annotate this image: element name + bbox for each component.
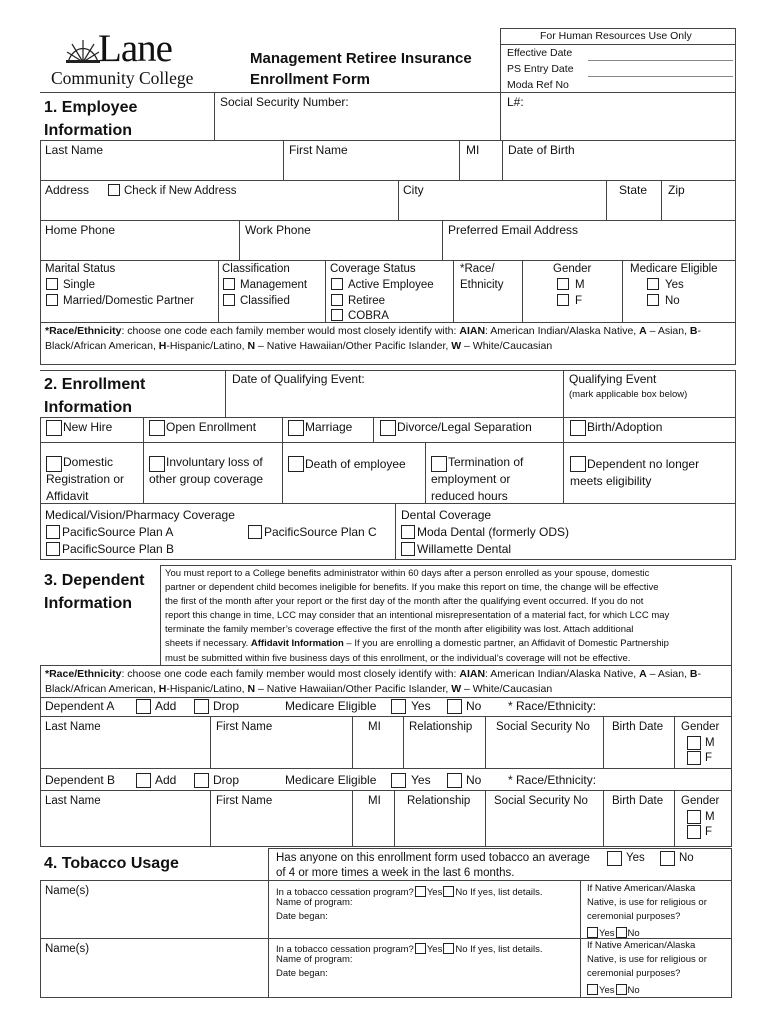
dep-b-birth-date-label: Birth Date — [612, 795, 664, 807]
date-began-label-1: Date began: — [276, 911, 328, 922]
qualifying-date-label: Date of Qualifying Event: — [232, 372, 365, 386]
section3-title-line1: 3. Dependent — [44, 572, 145, 589]
plan-a-checkbox[interactable] — [46, 525, 60, 539]
dependent-b-medicare-no-checkbox[interactable] — [447, 773, 462, 788]
dep-a-gender-f-checkbox[interactable] — [687, 751, 701, 765]
address-label: Address — [45, 183, 90, 197]
dependent-no-longer-line2: meets eligibility — [570, 474, 652, 488]
program-name-label-1: Name of program: — [276, 897, 353, 908]
tobacco-yes-label: Yes — [626, 852, 645, 864]
open-enrollment-label: Open Enrollment — [166, 420, 257, 434]
dependent-a-race-label: * Race/Ethnicity: — [508, 699, 597, 713]
dependent-b-drop-label: Drop — [213, 773, 240, 787]
dep-a-ssn-label: Social Security No — [496, 721, 590, 733]
tobacco-names-label-1: Name(s) — [45, 885, 90, 897]
dependent-b-label: Dependent B — [45, 773, 116, 787]
medicare-yes-label: Yes — [665, 279, 684, 291]
dep-b-gender-f-checkbox[interactable] — [687, 825, 701, 839]
death-of-employee-checkbox[interactable] — [288, 456, 304, 472]
gender-m-label: M — [575, 279, 585, 291]
plan-c-checkbox[interactable] — [248, 525, 262, 539]
dependent-a-medicare-no-checkbox[interactable] — [447, 699, 462, 714]
race-label-line1: *Race/ — [460, 263, 495, 275]
dep-b-ssn-label: Social Security No — [494, 795, 588, 807]
gender-label: Gender — [553, 263, 592, 275]
form-title-line2: Enrollment Form — [250, 71, 371, 88]
new-address-checkbox[interactable] — [108, 184, 120, 196]
dependent-a-add-label: Add — [155, 699, 177, 713]
single-label: Single — [63, 279, 95, 291]
cessation-no-checkbox-2[interactable] — [443, 943, 454, 954]
logo-name: Lane — [98, 27, 172, 70]
plan-a-label: PacificSource Plan A — [62, 525, 174, 539]
hr-box-title: For Human Resources Use Only — [540, 30, 692, 42]
termination-checkbox[interactable] — [431, 456, 447, 472]
ps-entry-date-label: PS Entry Date — [507, 63, 574, 75]
single-checkbox[interactable] — [46, 278, 58, 290]
domestic-label-line2: Registration or — [46, 472, 125, 486]
race-note-line1: *Race/Ethnicity: choose one code each family member would most closely identify with: AIAN: American Indian/Alaska Native, A – Asian, B- — [45, 325, 702, 337]
section1-title-line2: Information — [44, 122, 132, 139]
cobra-checkbox[interactable] — [331, 309, 343, 321]
retiree-label: Retiree — [348, 295, 386, 307]
cessation-yes-checkbox-2[interactable] — [415, 943, 426, 954]
involuntary-label-line1: Involuntary loss of — [166, 455, 263, 469]
section3-title-line2: Information — [44, 595, 132, 612]
open-enrollment-checkbox[interactable] — [149, 420, 165, 436]
native-question-1-line3: ceremonial purposes? — [587, 911, 681, 922]
marriage-checkbox[interactable] — [288, 420, 304, 436]
dependent-b-add-checkbox[interactable] — [136, 773, 151, 788]
dependent-a-medicare-yes-checkbox[interactable] — [391, 699, 406, 714]
tobacco-no-checkbox[interactable] — [660, 851, 675, 866]
willamette-dental-label: Willamette Dental — [417, 542, 512, 556]
coverage-status-label: Coverage Status — [330, 263, 416, 275]
section1-title-line1: 1. Employee — [44, 99, 138, 116]
plan-b-label: PacificSource Plan B — [62, 542, 175, 556]
birth-adoption-label: Birth/Adoption — [587, 420, 663, 434]
dependent-a-drop-label: Drop — [213, 699, 240, 713]
tobacco-yes-checkbox[interactable] — [607, 851, 622, 866]
birth-adoption-checkbox[interactable] — [570, 420, 586, 436]
race-note-line2: Black/African American, H-Hispanic/Latino, N – Native Hawaiian/Other Pacific Islander, W – White/Caucasian — [45, 340, 553, 352]
form-title-line1: Management Retiree Insurance — [250, 50, 472, 67]
last-name-label: Last Name — [45, 143, 104, 157]
tobacco-question-line1: Has anyone on this enrollment form used tobacco an average — [276, 852, 590, 864]
dep-b-mi-label: MI — [368, 795, 381, 807]
dep-a-gender-f-label: F — [705, 752, 713, 764]
mi-label: MI — [466, 143, 480, 157]
dependent-no-longer-eligible-checkbox[interactable] — [570, 456, 586, 472]
medical-coverage-label: Medical/Vision/Pharmacy Coverage — [45, 508, 235, 522]
classified-label: Classified — [240, 295, 290, 307]
state-label: State — [619, 183, 648, 197]
cessation-yes-checkbox-1[interactable] — [415, 886, 426, 897]
dob-label: Date of Birth — [508, 143, 575, 157]
section4-title: 4. Tobacco Usage — [44, 855, 179, 872]
dental-coverage-label: Dental Coverage — [401, 508, 492, 522]
moda-dental-checkbox[interactable] — [401, 525, 415, 539]
qualifying-event-label: Qualifying Event — [569, 372, 657, 386]
zip-label: Zip — [668, 183, 685, 197]
dependent-b-race-label: * Race/Ethnicity: — [508, 773, 597, 787]
dep-a-relationship-label: Relationship — [409, 721, 473, 733]
death-of-employee-label: Death of employee — [305, 457, 406, 471]
marriage-label: Marriage — [305, 420, 353, 434]
dependent-b-drop-checkbox[interactable] — [194, 773, 209, 788]
ssn-label: Social Security Number: — [220, 95, 349, 109]
married-checkbox[interactable] — [46, 294, 58, 306]
dependent-a-medicare-label: Medicare Eligible — [285, 699, 377, 713]
email-label: Preferred Email Address — [448, 223, 579, 237]
dependent-a-drop-checkbox[interactable] — [194, 699, 209, 714]
moda-dental-label: Moda Dental (formerly ODS) — [417, 525, 570, 539]
new-address-label: Check if New Address — [124, 185, 237, 197]
race-label-line2: Ethnicity — [460, 279, 504, 291]
program-name-label-2: Name of program: — [276, 954, 353, 965]
dependent-b-medicare-label: Medicare Eligible — [285, 773, 377, 787]
dependent-notice-text: You must report to a College benefits administrator within 60 days after a person enrolled as your spouse, domestic partner or dependent child becomes ineligible for benefits. If you make this report on time, the change will be effective the first of the month after your report or the first day of the month after the qualifying event occurred. If you do not report this change in time, LCC may consider that an intentional misrepresentation of a material fact, for which LCC may terminate the family member’s coverage effective the first of the month after eligibility was lost. Attach additional sheets if necessary. Affidavit Information – If you are enrolling a domestic partner, an Affidavit of Domestic Partnership must be submitted within five business days of this enrollment, or the individual’s coverage will not be effective. — [165, 568, 670, 664]
native-question-2-line2: Native, is use for religious or — [587, 954, 707, 965]
native-answer-2: Yes No — [587, 982, 640, 997]
divorce-checkbox[interactable] — [380, 420, 396, 436]
cobra-label: COBRA — [348, 310, 389, 322]
native-question-1-line1: If Native American/Alaska — [587, 883, 696, 894]
dep-b-gender-f-label: F — [705, 826, 713, 838]
medicare-yes-checkbox[interactable] — [647, 278, 659, 290]
native-yes-checkbox-2[interactable] — [587, 984, 598, 995]
dep-b-gender-label: Gender — [681, 795, 720, 807]
involuntary-label-line2: other group coverage — [149, 472, 264, 486]
gender-f-label: F — [575, 295, 583, 307]
first-name-label: First Name — [289, 143, 348, 157]
dep-a-last-name-label: Last Name — [45, 721, 101, 733]
cessation-question-1: In a tobacco cessation program? Yes No If yes, list details. — [276, 887, 543, 898]
dep-a-gender-m-checkbox[interactable] — [687, 736, 701, 750]
city-label: City — [403, 183, 424, 197]
home-phone-label: Home Phone — [45, 223, 116, 237]
new-hire-label: New Hire — [63, 420, 113, 434]
race-note-dep-line1: *Race/Ethnicity: choose one code each family member would most closely identify with: AIAN: American Indian/Alaska Native, A – Asian, B- — [45, 668, 702, 680]
dependent-no-longer-line1: Dependent no longer — [587, 457, 700, 471]
dep-b-last-name-label: Last Name — [45, 795, 101, 807]
active-employee-label: Active Employee — [348, 279, 434, 291]
domestic-label-line1: Domestic — [63, 455, 114, 469]
tobacco-no-label: No — [679, 852, 694, 864]
race-note-dep-line2: Black/African American, H-Hispanic/Latino, N – Native Hawaiian/Other Pacific Islander, W – White/Caucasian — [45, 683, 553, 695]
dep-b-first-name-label: First Name — [216, 795, 273, 807]
medicare-no-label: No — [665, 295, 680, 307]
dependent-b-add-label: Add — [155, 773, 177, 787]
willamette-dental-checkbox[interactable] — [401, 542, 415, 556]
medicare-no-checkbox[interactable] — [647, 294, 659, 306]
domestic-label-line3: Affidavit — [46, 489, 89, 503]
classified-checkbox[interactable] — [223, 294, 235, 306]
native-no-checkbox-1[interactable] — [616, 927, 627, 938]
new-hire-checkbox[interactable] — [46, 420, 62, 436]
native-no-checkbox-2[interactable] — [616, 984, 627, 995]
native-question-1-line2: Native, is use for religious or — [587, 897, 707, 908]
plan-b-checkbox[interactable] — [46, 542, 60, 556]
termination-label-line2: employment or — [431, 472, 511, 486]
dep-a-gender-label: Gender — [681, 721, 720, 733]
dependent-a-no-label: No — [466, 699, 482, 713]
classification-label: Classification — [222, 263, 290, 275]
dep-b-gender-m-label: M — [705, 811, 715, 823]
tobacco-question-line2: of 4 or more times a week in the last 6 months. — [276, 867, 515, 879]
lnumber-label: L#: — [507, 95, 524, 109]
active-employee-checkbox[interactable] — [331, 278, 343, 290]
effective-date-line[interactable] — [588, 60, 733, 61]
dep-a-birth-date-label: Birth Date — [612, 721, 664, 733]
dep-a-mi-label: MI — [368, 721, 381, 733]
medicare-eligible-label: Medicare Eligible — [630, 263, 718, 275]
moda-ref-label: Moda Ref No — [507, 79, 569, 91]
domestic-registration-checkbox[interactable] — [46, 456, 62, 472]
management-label: Management — [240, 279, 308, 291]
cessation-no-checkbox-1[interactable] — [443, 886, 454, 897]
sunrise-logo-icon — [66, 38, 100, 64]
native-question-2-line1: If Native American/Alaska — [587, 940, 696, 951]
retiree-checkbox[interactable] — [331, 294, 343, 306]
dependent-b-medicare-yes-checkbox[interactable] — [391, 773, 406, 788]
gender-f-checkbox[interactable] — [557, 294, 569, 306]
native-question-2-line3: ceremonial purposes? — [587, 968, 681, 979]
dep-b-gender-m-checkbox[interactable] — [687, 810, 701, 824]
dependent-b-no-label: No — [466, 773, 482, 787]
date-began-label-2: Date began: — [276, 968, 328, 979]
mark-note: (mark applicable box below) — [569, 389, 688, 400]
married-label: Married/Domestic Partner — [63, 295, 195, 307]
work-phone-label: Work Phone — [245, 223, 311, 237]
gender-m-checkbox[interactable] — [557, 278, 569, 290]
native-yes-checkbox-1[interactable] — [587, 927, 598, 938]
section2-title-line2: Information — [44, 399, 132, 416]
involuntary-loss-checkbox[interactable] — [149, 456, 165, 472]
dependent-a-yes-label: Yes — [411, 699, 431, 713]
dep-b-relationship-label: Relationship — [407, 795, 471, 807]
marital-status-label: Marital Status — [45, 263, 116, 275]
termination-label-line3: reduced hours — [431, 489, 508, 503]
dependent-a-label: Dependent A — [45, 699, 115, 713]
divorce-label: Divorce/Legal Separation — [397, 420, 532, 434]
dep-a-gender-m-label: M — [705, 737, 715, 749]
plan-c-label: PacificSource Plan C — [264, 525, 377, 539]
ps-entry-date-line[interactable] — [588, 76, 733, 77]
termination-label-line1: Termination of — [448, 455, 524, 469]
dependent-b-yes-label: Yes — [411, 773, 431, 787]
cessation-question-2: In a tobacco cessation program? Yes No If yes, list details. — [276, 944, 543, 955]
native-answer-1: Yes No — [587, 925, 640, 940]
effective-date-label: Effective Date — [507, 47, 573, 59]
section2-title-line1: 2. Enrollment — [44, 376, 146, 393]
management-checkbox[interactable] — [223, 278, 235, 290]
dependent-a-add-checkbox[interactable] — [136, 699, 151, 714]
logo-subtitle: Community College — [51, 68, 194, 88]
dep-a-first-name-label: First Name — [216, 721, 273, 733]
tobacco-names-label-2: Name(s) — [45, 943, 90, 955]
